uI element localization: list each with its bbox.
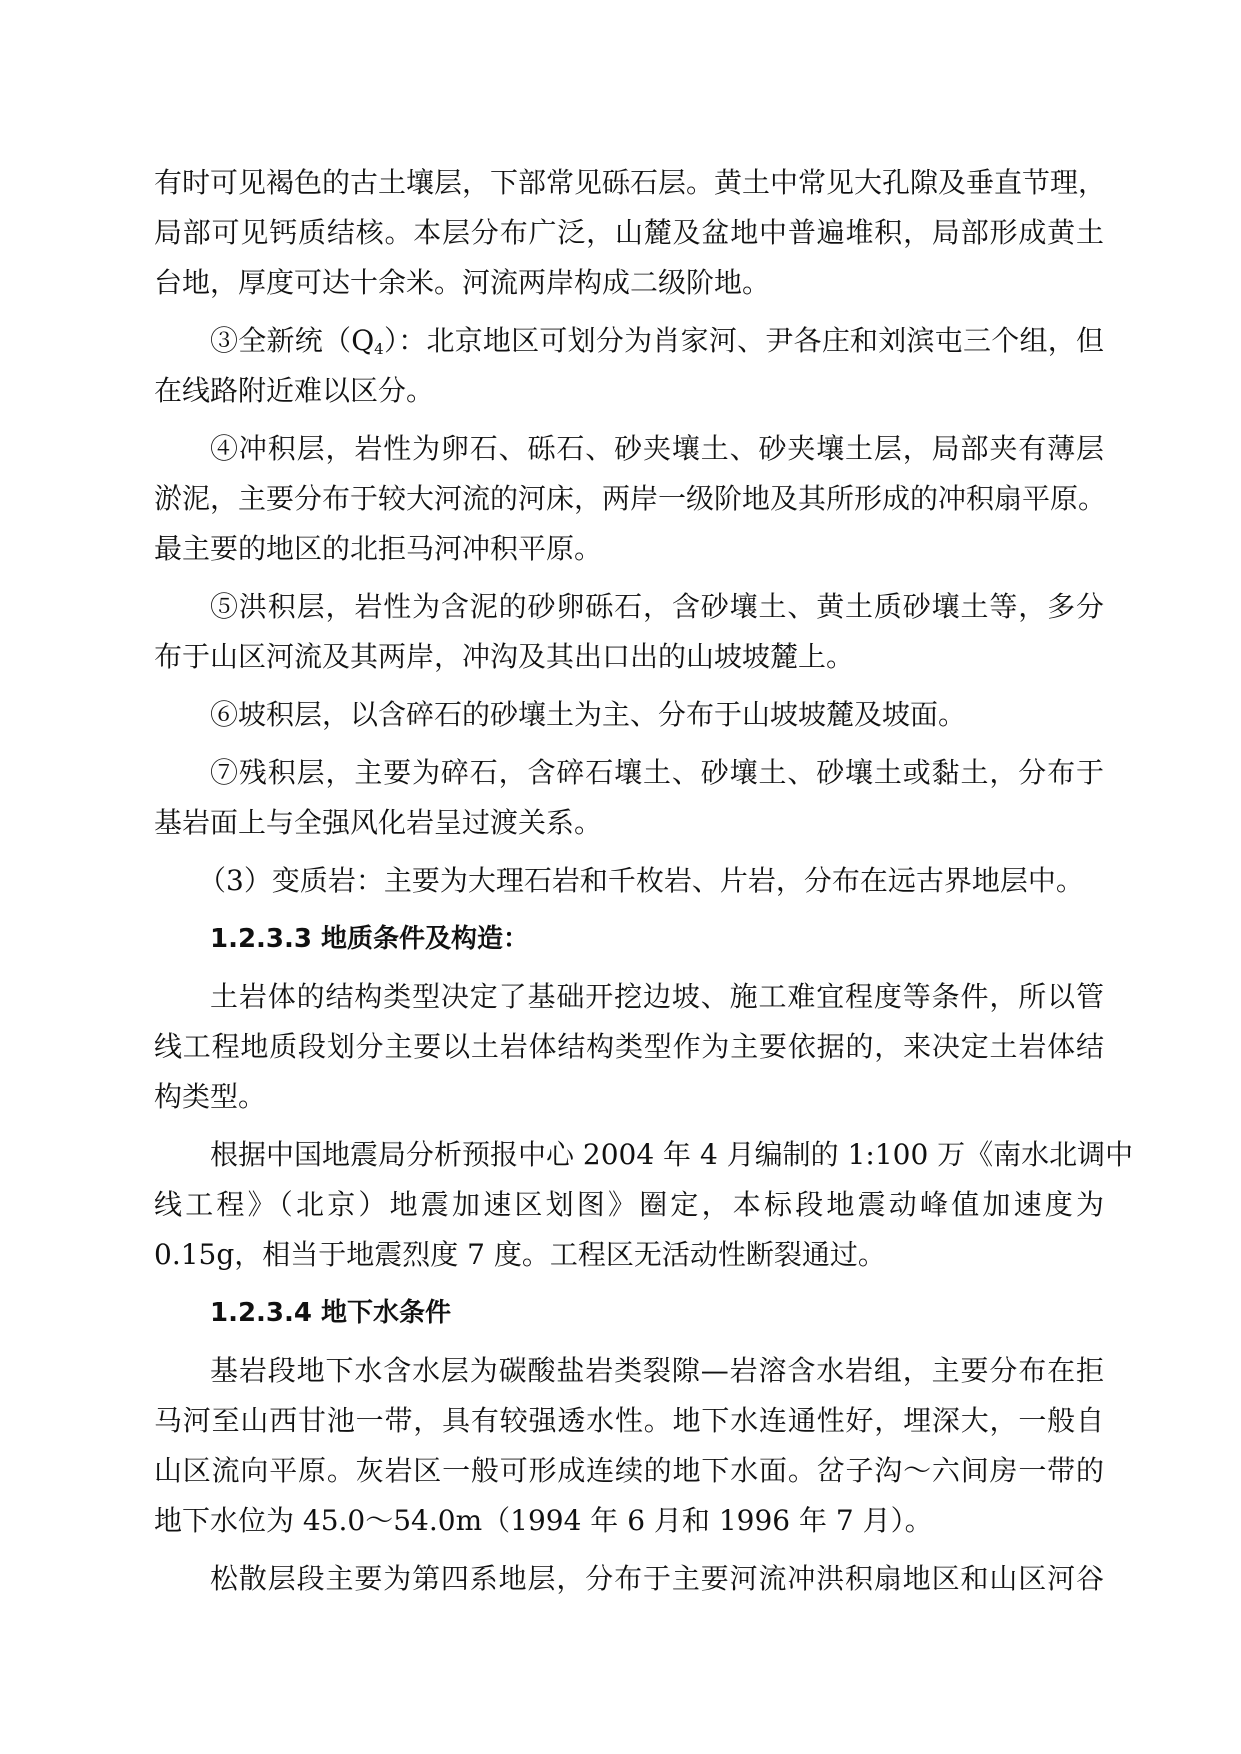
section-heading-geology <box>154 914 1104 964</box>
section-title: 1.2.3.3 地质条件及构造： <box>210 924 530 954</box>
section-title: 1.2.3.4 地下水条件 <box>210 1298 452 1328</box>
text-line: 局部可见钙质结核。本层分布广泛，山麓及盆地中普遍堆积，局部形成黄土 <box>154 216 1104 249</box>
text-line: 0.15g，相当于地震烈度 7 度。工程区无活动性断裂通过。 <box>154 1238 886 1271</box>
text-line: ⑤洪积层，岩性为含泥的砂卵砾石，含砂壤土、黄土质砂壤土等，多分 <box>210 590 1104 623</box>
text-line: 基岩段地下水含水层为碳酸盐岩类裂隙—岩溶含水岩组，主要分布在拒 <box>210 1354 1104 1387</box>
paragraph-loose-layer <box>154 1554 1104 1604</box>
paragraph-rock-structure <box>154 972 1104 1122</box>
text-line: 构类型。 <box>154 1080 267 1113</box>
paragraph-seismic <box>154 1130 1134 1280</box>
text-line: （3）变质岩：主要为大理石岩和千枚岩、片岩，分布在远古界地层中。 <box>198 864 1084 897</box>
text-line: 布于山区河流及其两岸，冲沟及其出口出的山坡坡麓上。 <box>154 640 855 673</box>
text-line: 淤泥，主要分布于较大河流的河床，两岸一级阶地及其所形成的冲积扇平原。 <box>154 482 1107 515</box>
paragraph-holocene <box>154 316 1104 416</box>
document-page <box>154 158 1134 1604</box>
text-line: 线工程地质段划分主要以土岩体结构类型作为主要依据的，来决定土岩体结 <box>154 1030 1104 1063</box>
text-line: 基岩面上与全强风化岩呈过渡关系。 <box>154 806 603 839</box>
holocene-prefix: ③全新统（Q <box>210 324 375 357</box>
text-line: 松散层段主要为第四系地层，分布于主要河流冲洪积扇地区和山区河谷 <box>210 1562 1104 1595</box>
text-line: 有时可见褐色的古土壤层，下部常见砾石层。黄土中常见大孔隙及垂直节理， <box>154 166 1107 199</box>
text-line: 马河至山西甘池一带，具有较强透水性。地下水连通性好，埋深大，一般自 <box>154 1404 1104 1437</box>
text-line: ⑥坡积层，以含碎石的砂壤土为主、分布于山坡坡麓及坡面。 <box>210 698 967 731</box>
paragraph-alluvium <box>154 424 1107 574</box>
subscript-4: 4 <box>374 340 384 358</box>
text-line: 最主要的地区的北拒马河冲积平原。 <box>154 532 603 565</box>
text-line: 在线路附近难以区分。 <box>154 374 435 407</box>
paragraph-bedrock-groundwater <box>154 1346 1104 1546</box>
holocene-suffix: ）：北京地区可划分为肖家河、尹各庄和刘滨屯三个组，但 <box>383 324 1104 357</box>
text-line: 山区流向平原。灰岩区一般可形成连续的地下水面。岔子沟～六间房一带的 <box>154 1454 1104 1487</box>
paragraph-eluvium <box>154 748 1104 848</box>
paragraph-proluvium <box>154 582 1104 682</box>
text-line: 地下水位为 45.0～54.0m（1994 年 6 月和 1996 年 7 月）。 <box>154 1504 933 1537</box>
text-line: 线工程》（北京）地震加速区划图》圈定，本标段地震动峰值加速度为 <box>154 1188 1104 1221</box>
text-line: 台地，厚度可达十余米。河流两岸构成二级阶地。 <box>154 266 771 299</box>
section-heading-groundwater <box>154 1288 1104 1338</box>
text-line: 土岩体的结构类型决定了基础开挖边坡、施工难宜程度等条件，所以管 <box>210 980 1104 1013</box>
paragraph-loess-continued <box>154 158 1107 308</box>
text-line: 根据中国地震局分析预报中心 2004 年 4 月编制的 1:100 万《南水北调中 <box>210 1138 1134 1171</box>
text-line <box>154 316 1104 366</box>
text-line: ④冲积层，岩性为卵石、砾石、砂夹壤土、砂夹壤土层，局部夹有薄层 <box>210 432 1104 465</box>
paragraph-colluvium <box>154 690 1104 740</box>
paragraph-metamorphic <box>154 856 1104 906</box>
text-line: ⑦残积层，主要为碎石，含碎石壤土、砂壤土、砂壤土或黏土，分布于 <box>210 756 1104 789</box>
